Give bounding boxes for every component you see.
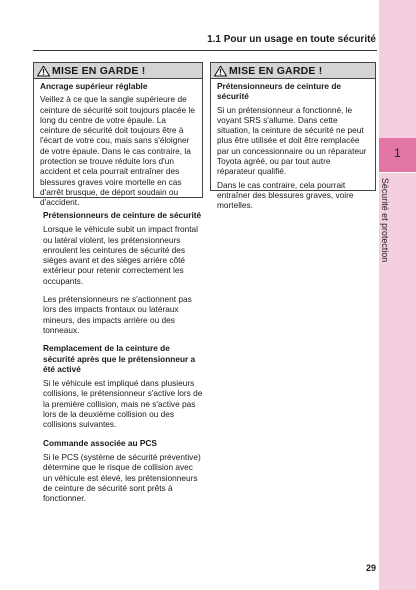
chapter-sidebar [379, 0, 416, 590]
section-heading: Prétensionneurs de ceinture de sécurité [43, 210, 202, 220]
body-paragraph: Si le véhicule est impliqué dans plusieurs collisions, le prétensionneur s'active lors de la première collision, mais ne s'active pas lors de la deuxième collision ou des collisions suivantes. [43, 378, 203, 430]
section-heading: Commande associée au PCS [43, 437, 157, 448]
warning-box-left [33, 62, 203, 208]
warning-subtitle: Ancrage supérieur réglable [40, 81, 148, 91]
warning-body [211, 79, 375, 211]
warning-triangle-icon [214, 65, 227, 77]
warning-body [34, 79, 202, 208]
body-paragraph: Si le PCS (système de sécurité préventive) détermine que le risque de collision avec un véhicule est élevé, les prétensionneurs de ceinture de sécurité sont prêts à fonctionner. [43, 451, 201, 504]
body-paragraph: Lorsque le véhicule subit un impact frontal ou latéral violent, les prétensionneurs enroulent les ceintures de sécurité des sièges avant et des sièges arrière côté extérieur pour retenir correctement les occupants. [43, 224, 198, 286]
warning-paragraph: Dans le cas contraire, cela pourrait entraîner des blessures graves, voire mortelles. [217, 179, 354, 211]
warning-header [34, 63, 202, 79]
chapter-title-container [380, 178, 394, 268]
warning-paragraph: Si un prétensionneur a fonctionné, le voyant SRS s'allume. Dans cette situation, la ceinture de sécurité ne peut plus être utilisée et doit être remplacée par un concessionnaire ou un réparateur Toyota agréé, ou par tout autre réparateur qualifié. [217, 104, 367, 177]
header-divider [33, 50, 377, 51]
warning-title: MISE EN GARDE ! [229, 64, 323, 77]
chapter-title: Sécurité et protection [380, 178, 390, 263]
warning-paragraph: Veillez à ce que la sangle supérieure de ceinture de sécurité soit toujours placée le long du centre de votre épaule. La ceinture de sécurité doit toujours être à l'écart de votre cou, mais sans s'éloigner de votre épaule. Dans le cas contraire, la protection se trouve réduite lors d'un accident et cela pourrait entraîner des blessures graves voire mortelle en cas d'arrêt brusque, de déport soudain ou d'accident. [40, 94, 195, 208]
warning-subtitle: Prétensionneurs de ceinture de sécurité [217, 81, 342, 102]
warning-triangle-icon [37, 65, 50, 77]
warning-box-right [210, 62, 376, 211]
chapter-tab-divider [379, 172, 416, 173]
section-heading: Remplacement de la ceinture de sécurité après que le prétensionneur a été activé [43, 343, 196, 374]
main-text-column [43, 210, 203, 511]
body-paragraph: Les prétensionneurs ne s'actionnent pas lors des impacts frontaux ou latéraux mineurs, des impacts arrière ou des tonneaux. [43, 294, 192, 335]
page-number: 29 [365, 563, 376, 573]
warning-header [211, 63, 375, 79]
warning-title: MISE EN GARDE ! [52, 64, 146, 77]
section-title: 1.1 Pour un usage en toute sécurité [207, 34, 376, 45]
chapter-number: 1 [394, 146, 401, 160]
